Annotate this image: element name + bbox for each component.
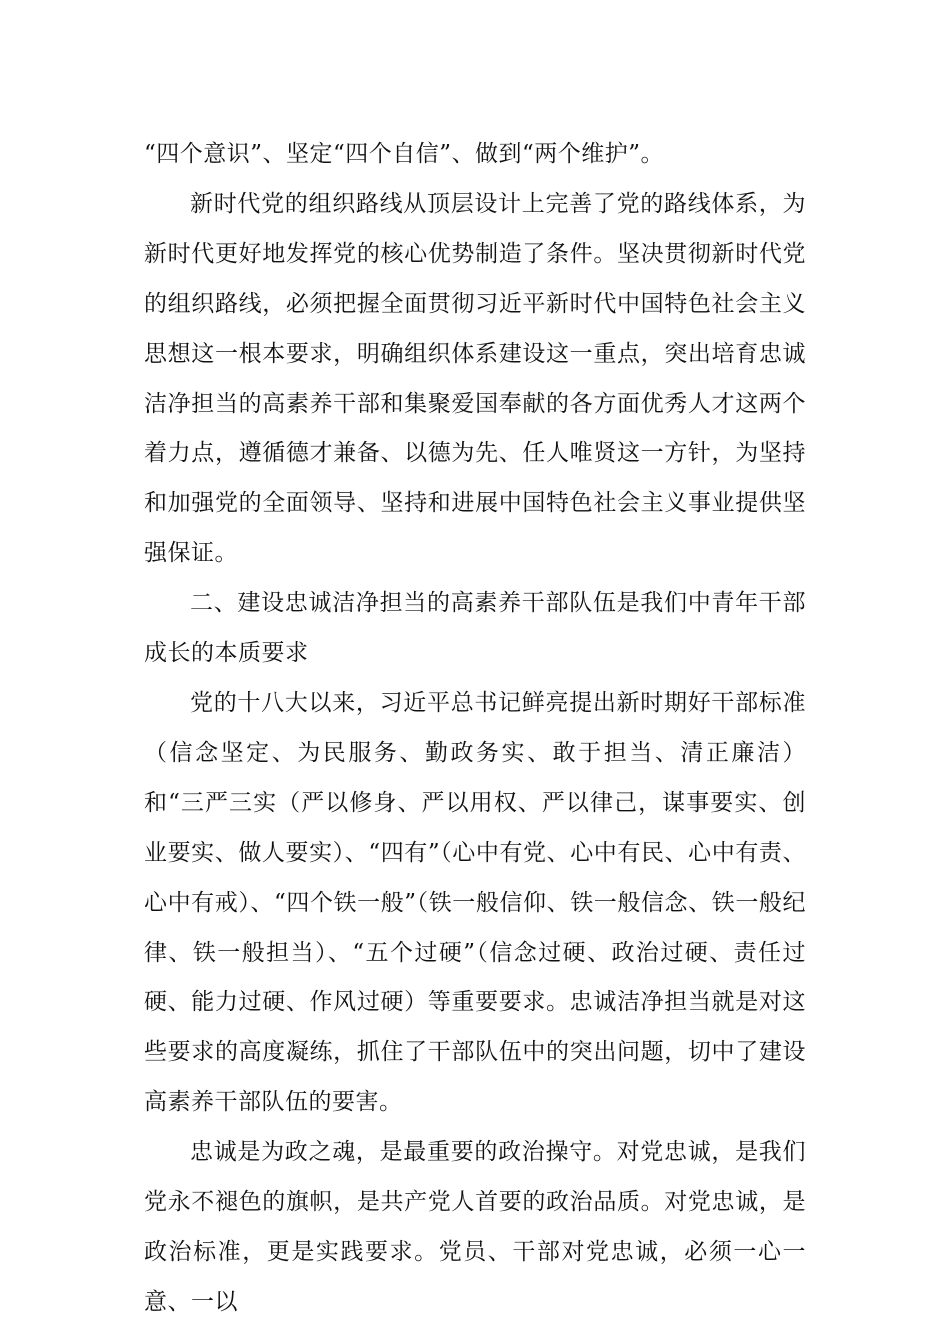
paragraph: “四个意识”、坚定“四个自信”、做到“两个维护”。 [144,141,665,167]
paragraph: 党的十八大以来，习近平总书记鲜亮提出新时期好干部标准（信念坚定、为民服务、勤政务实、敢于担当、清正廉洁）和“三严三实（严以修身、严以用权、严以律己，谋事要实、创业要实、做人要实）、“四有”（心中有党、心中有民、心中有责、心中有戒）、“四个铁一般”（铁一般信仰、铁一般信念、铁一般纪律、铁一般担当）、“五个过硬”（信念过硬、政治过硬、责任过硬、能力过硬、作风过硬）等重要要求。忠诚洁净担当就是对这些要求的高度凝练，抓住了干部队伍中的突出问题，切中了建设高素养干部队伍的要害。 [144,689,806,1116]
paragraph: 新时代党的组织路线从顶层设计上完善了党的路线体系，为新时代更好地发挥党的核心优势制造了条件。坚决贯彻新时代党的组织路线，必须把握全面贯彻习近平新时代中国特色社会主义思想这一根本要求，明确组织体系建设这一重点，突出培育忠诚洁净担当的高素养干部和集聚爱国奉献的各方面优秀人才这两个着力点，遵循德才兼备、以德为先、任人唯贤这一方针，为坚持和加强党的全面领导、坚持和进展中国特色社会主义事业提供坚强保证。 [144,190,806,567]
section-heading: 二、建设忠诚洁净担当的高素养干部队伍是我们中青年干部成长的本质要求 [144,590,806,667]
document-body [144,130,806,1328]
paragraph: 忠诚是为政之魂，是最重要的政治操守。对党忠诚，是我们党永不褪色的旗帜，是共产党人首要的政治品质。对党忠诚，是政治标准，更是实践要求。党员、干部对党忠诚，必须一心一意、一以 [144,1139,806,1315]
